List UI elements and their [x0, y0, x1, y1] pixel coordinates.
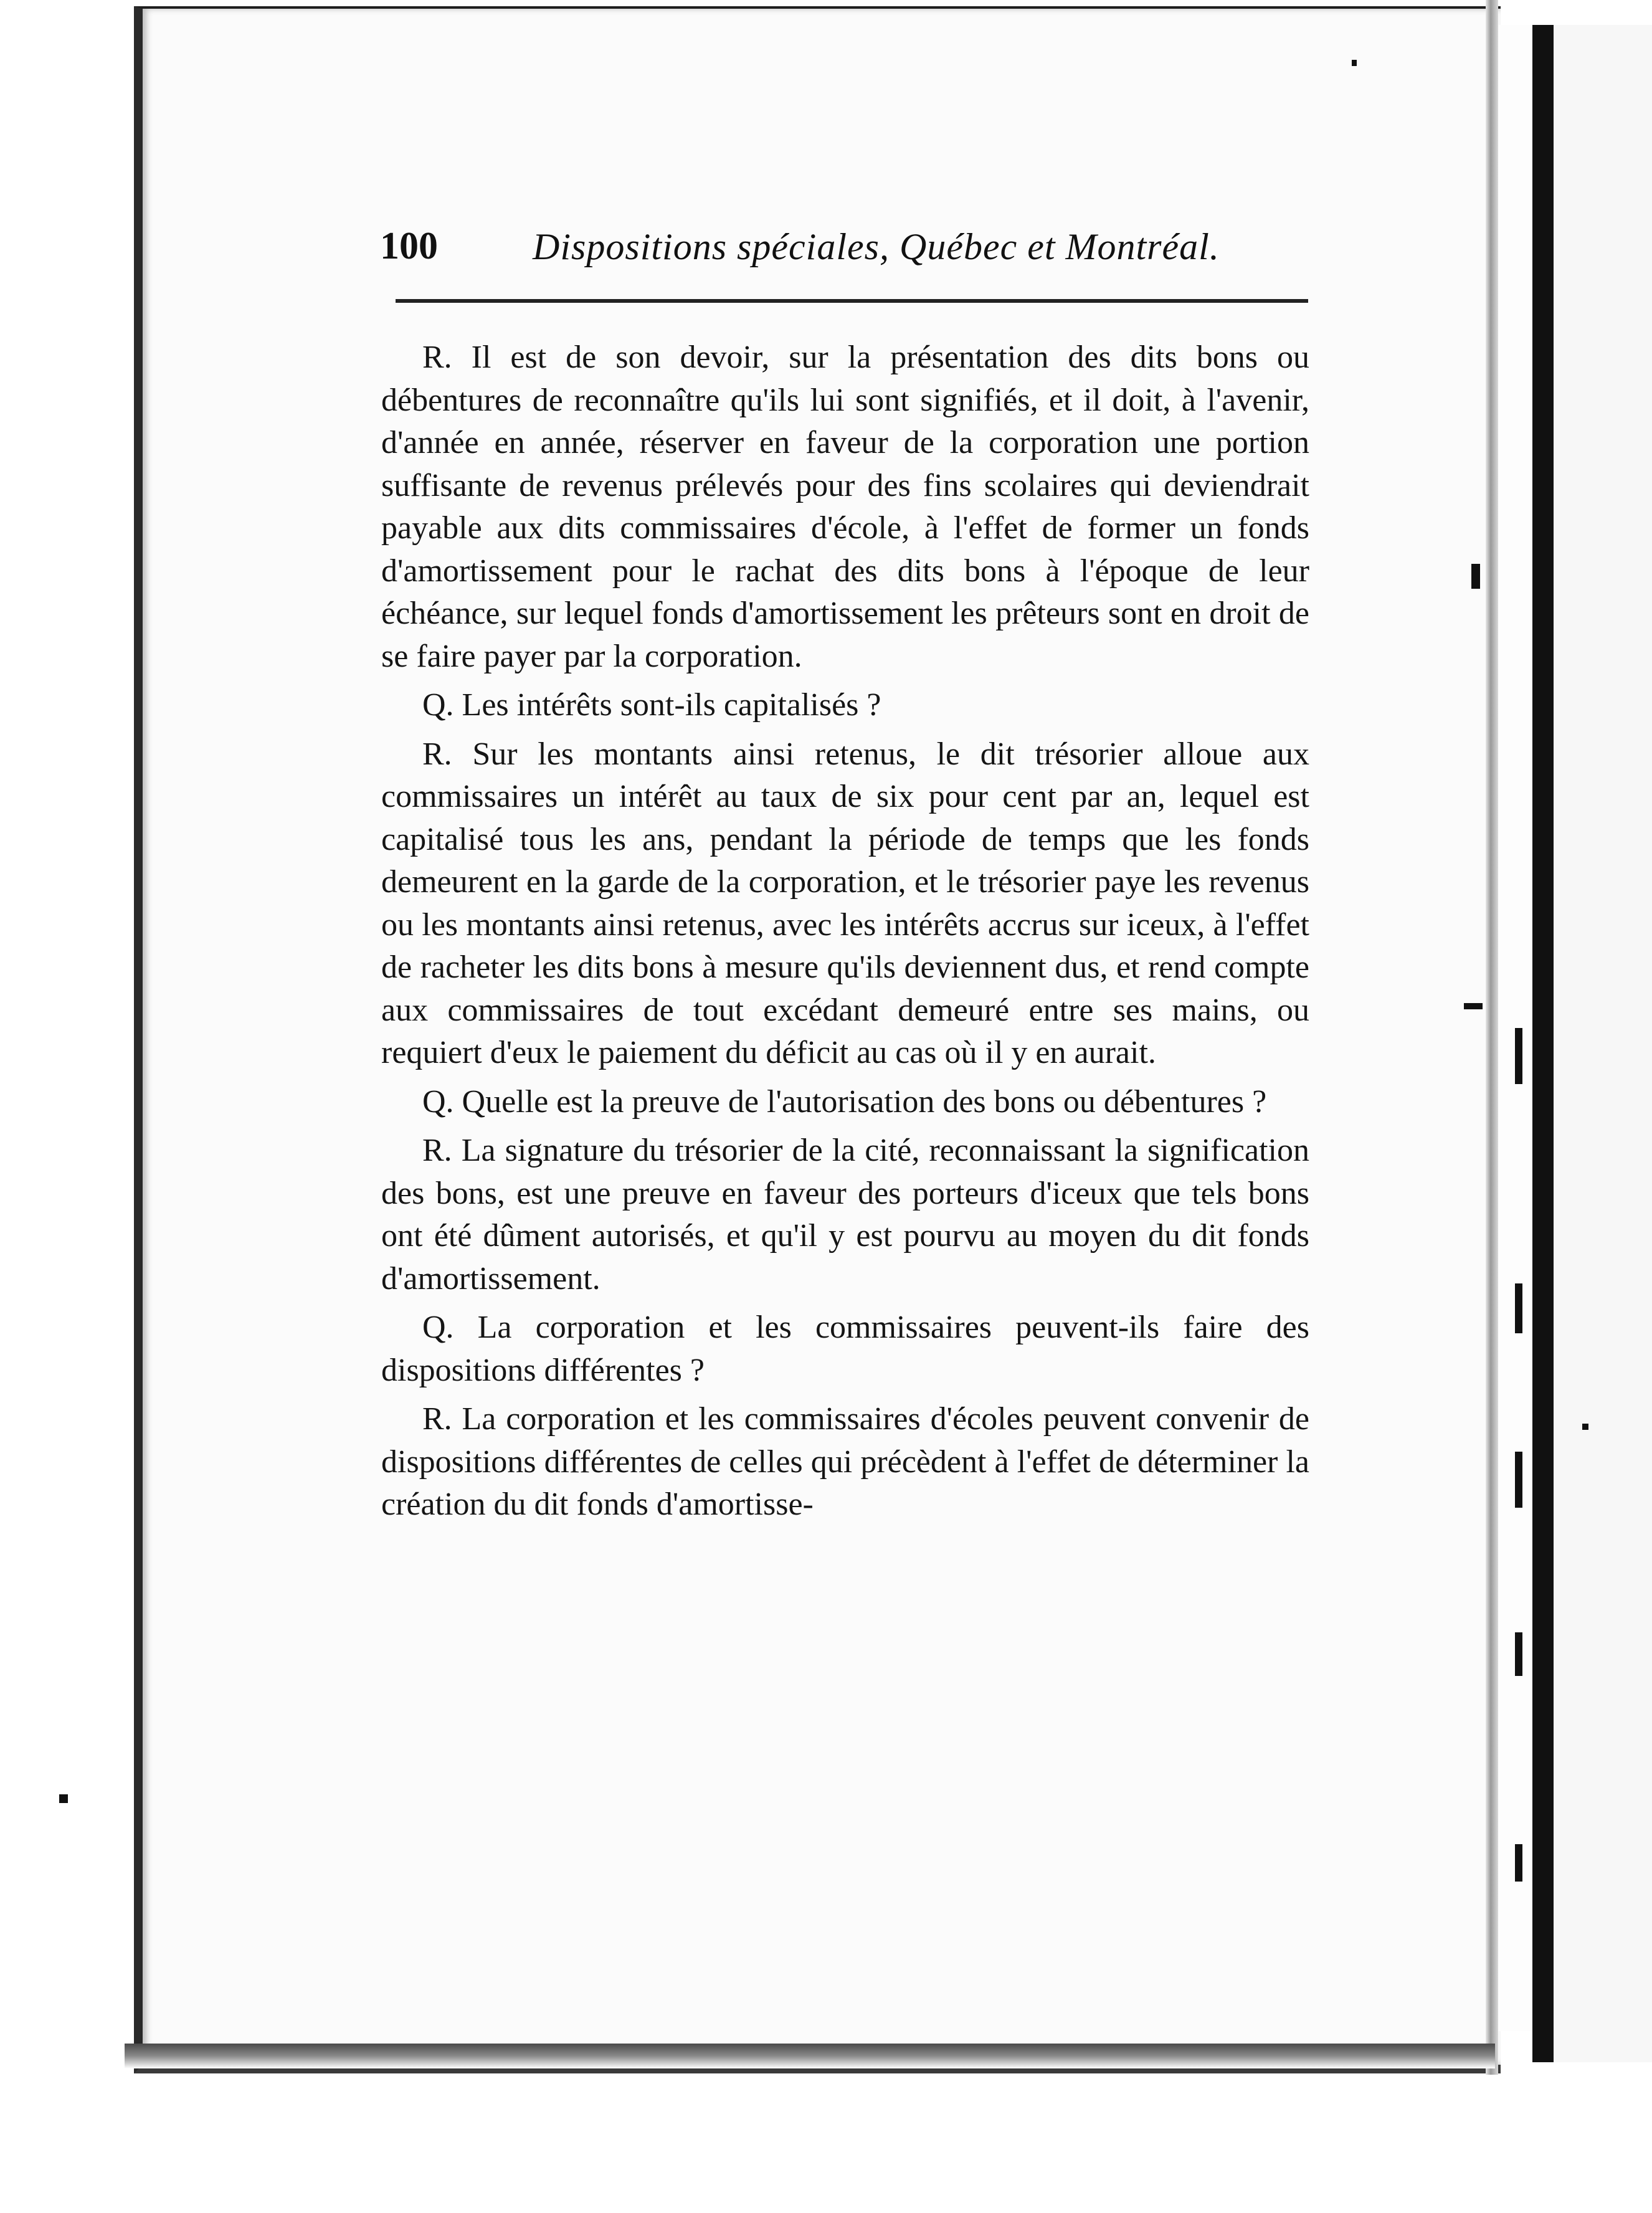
paragraph-question-2: Q. Les intérêts sont-ils capitalisés ? — [422, 687, 881, 723]
page-number: 100 — [380, 225, 438, 267]
margin-speck — [1471, 564, 1480, 589]
paragraph-question-3: Q. Quelle est la preuve de l'autorisation des bons ou débentures ? — [422, 1083, 1267, 1120]
bottom-edge-wear — [125, 2044, 1495, 2068]
facing-page-edge — [1532, 25, 1554, 2062]
facing-page-strip — [1554, 25, 1652, 2062]
margin-speck — [1464, 1003, 1483, 1009]
margin-speck — [1515, 1452, 1522, 1508]
margin-speck — [1515, 1283, 1522, 1333]
paragraph-answer-1: R. Il est de son devoir, sur la présentation des dits bons ou débentures de reconnaître qu'ils lui sont signifiés, et il doit, à l'avenir, d'année en année, réserver en faveur de la corporation une portion suffisante de revenus prélevés pour des fins scolaires qui deviendrait payable aux dits commissaires d'école, à l'effet de former un fonds d'amortissement pour le rachat des dits bons à l'époque de leur échéance, sur lequel fonds d'amortissement les prêteurs sont en droit de se faire payer par la corporation. — [381, 340, 1309, 674]
running-title: Dispositions spéciales, Québec et Montréal. — [533, 226, 1220, 267]
margin-speck — [1352, 60, 1357, 66]
paragraph-answer-2: R. Sur les montants ainsi retenus, le dit trésorier alloue aux commissaires un intérêt au taux de six pour cent par an, lequel est capitalisé tous les ans, pendant la période de temps que les fonds demeurent en la garde de la corporation, et le trésorier paye les revenus ou les montants ainsi retenus, avec les intérêts accrus sur iceux, à l'effet de racheter les dits bons à mesure qu'ils deviennent dus, et rend compte aux commissaires de tout excédant demeuré entre ses mains, ou requiert d'eux le paiement du déficit au cas où il y en aurait. — [381, 736, 1309, 1070]
header-rule — [396, 299, 1308, 303]
margin-speck — [1515, 1844, 1522, 1882]
margin-speck — [59, 1794, 68, 1803]
page-fore-edge — [1486, 0, 1498, 2075]
margin-speck — [1582, 1424, 1588, 1430]
paragraph-question-4: Q. La corporation et les commissaires peuvent-ils faire des dispositions différentes ? — [381, 1310, 1309, 1388]
paragraph-answer-4: R. La corporation et les commissaires d'écoles peuvent convenir de dispositions différentes de celles qui précèdent à l'effet de déterminer la création du dit fonds d'amortisse- — [381, 1401, 1309, 1522]
margin-speck — [1515, 1028, 1522, 1084]
margin-speck — [1515, 1632, 1522, 1676]
paragraph-answer-3: R. La signature du trésorier de la cité, reconnaissant la signification des bons, est une preuve en faveur des porteurs d'iceux que tels bons ont été dûment autorisés, et qu'il y est pourvu au moyen du dit fonds d'amortissement. — [381, 1133, 1309, 1297]
body-text — [381, 336, 1309, 1533]
page-header — [380, 224, 1314, 280]
